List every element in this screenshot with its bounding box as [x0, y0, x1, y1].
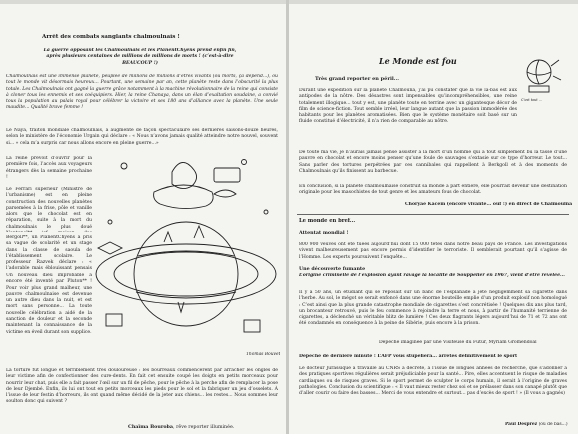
- planet-ring-outer: [96, 244, 276, 304]
- left-article-lead: [40, 48, 240, 67]
- right-page: [289, 4, 578, 434]
- left-page: [0, 4, 286, 434]
- spaceship-shape: [98, 242, 122, 254]
- column-paragraph-1: La reine prévoit d’ouvrir pour la première fois, l’accès aux voyageurs étrangers dès la semaine prochaine !: [6, 156, 92, 180]
- planet-body: [134, 222, 238, 326]
- planet-figures: [164, 226, 204, 312]
- ufo-box: [214, 168, 240, 182]
- section-2-lead: L’origine criminelle de l’explosion ayant ravagé la localité de Souppelier en 1967, vient d’être révélée...: [299, 273, 565, 278]
- lead-tag: (c’est-à-dire BEAUCOUP !): [122, 54, 234, 66]
- corner-box: [106, 314, 122, 326]
- column-paragraph-3: Bergoll**, un PlanentChyens a pris sa vague de scolarité et un stage dans la classe de saoula de l’établissement scolaire. Le professeur Razvek déclare : « l’adorable mais éblouissant pensais: [6, 235, 92, 270]
- left-signature: [128, 424, 234, 430]
- globe-mark: [527, 60, 551, 84]
- final-signature-note: (ou de bas...): [538, 422, 568, 427]
- star-mark: [121, 163, 127, 169]
- globe-figure: [551, 60, 561, 80]
- final-signature-name: Paul Despréz: [505, 422, 538, 427]
- right-paragraph-1: Durant une expédition sur la planète Chalmouna, j’ai pu constater que la vie là-bas est aux antipodes de la nôtre. Des désastres sont impensables qu’incompréhensibles, une reine totalement illogique... tout y est, une planète toute en terrine avec un gigantesque décor de film de science-fiction. Tout semble irréel, leur langue autant que la passion immodérée des habitants pour les planètes aromatisées. Bien que le système monétaire soit basé sur un fluide constitué d’électricité, il n’a rien de comparable au nôtre.: [299, 88, 517, 125]
- drawing-caption: Thomas Bouvet: [246, 352, 281, 357]
- planet-drawing: [94, 152, 282, 352]
- section-divider: [297, 214, 569, 215]
- section-1-text: 800 900 veuves ont été tuées aujourd’hui dont 15 000 têtes dans notre beau pays de France. Les investigations vivent malheureusement pas encore permis d’identifier le terroriste. Il semblerait pourtant qu’il s’agisse de l’Homme. Les experts poursuivent l’enquête...: [299, 242, 567, 260]
- corner-box: [244, 320, 260, 332]
- left-article-title: Arrêt des combats sanglants chalmoulnais !: [42, 34, 180, 40]
- section-2-text: Il y a 50 ans, un étudiant qui se reposait sur un banc de l’esplanade a jeté négligemment sa cigarette dans l’herbe. Au sol, le mégot se serait enfoncé dans une énorme bouteille emplie d’un produit explosif non homologué : C’est ainsi que la plus grande catastrophe mondiale de cigarettes s’est concrétisée ! Quelques dix ans plus tard, un brocanteur retrouvé, puis le feu commence à rejoindre la terre et nous, à partir de l’humanité terrienne de cigarettes, a déclenché un véritable blitz de lumière ! Ces deux flagrants légers aujourd’hui de 71 et 72 ans ont été condamnés en conséquence à la peine de Sibérie, puis encore à la prison.: [299, 290, 567, 327]
- right-header: Le Monde est fou: [379, 56, 457, 66]
- small-ship-shape: [214, 190, 236, 197]
- final-signature: [505, 422, 568, 427]
- section-2-title: Une découverte fumante: [299, 266, 366, 272]
- star-mark: [108, 220, 112, 224]
- column-paragraph-2: Le Ferrari supérieur (Ministre de l’urbanisme) est en pleine construction des nouvelles planètes parsemées à la frise, pôle et vanille alors que le chocolat est en réparation, suite à la mort du chalmoulnais le plus doué: [6, 187, 92, 230]
- globe-illustration: [517, 52, 567, 100]
- left-paragraph-1: Chalmoulnais est une immense planète, peuplée de millions de millions d’êtres vivants (ou morts, ça dépend...), où tout le monde vit désormais heureux... Pourtant, une semaine par an, cette planète reste dans l’obscurité la plus totale. Les Chalmoulnais ont gagné la guerre grâce notamment à la machine révolutionnaire de la reine qui consiste à cloner tous les ennemis et ses coéquipiers. Hier, la reine Chanaya, dans un élan d’exaltation soudaine, a convié tous la population au palais royal pour célébrer la victoire et ses 180 ans d’alliance avec la planète. Une seule maudite... Qualité brave femme !: [6, 74, 278, 111]
- section-1-title: Attentat mondial !: [299, 230, 349, 236]
- section-3-title: Dépêche de dernière minute ! L’AFP vous stupéfiera... arrêtés définitivement le sport: [299, 354, 518, 359]
- star-mark: [242, 160, 247, 165]
- brief-title: Le monde en bref...: [299, 218, 356, 224]
- right-subheader: Très grand reporter en péril...: [315, 76, 400, 82]
- signature-name: Chaïma Bouroba: [128, 424, 174, 430]
- planet-ring-inner: [114, 252, 258, 296]
- globe-base: [529, 86, 549, 92]
- right-paragraph-3: En conclusion, si la planète chalmoulnaise construit sa monde à part entière, elle pourrait devenir une destination originale pour les masochistes de tout genre et les amateurs fous de chocolat.: [299, 184, 567, 196]
- section-2-signature: Dépêche imaginée par une Visiteuse du Futur, Myriam Gromendoal: [379, 340, 537, 345]
- column-paragraph-4: Un nouveau dieu improbable a encore été inventé par Pluton** ! Pour voir plus grand malheur, une pauvre chalmoulnaise est devenue un autre dieu dans la nuit, et est mort sans personne... La toute nouvelle célébration a aidé de la sanction de douleur et la seconde maintenant la connaissance de la victime en éveil durant son supplice.: [6, 273, 92, 335]
- left-paragraph-2: Le Naya, traiton mondiale chalmoulnais, a augmenté de façon spectaculaire ses dernières saisons-douze heures, selon le ministère de l’économie Urgain qui déclare : « Nous n’avons jamais qualité atteindre notre nouvel, souvent si... » cela m’a surpris car nous allons encore en pleine guerre...»: [6, 128, 278, 146]
- left-paragraph-3: La torture fut longue et terriblement très douloureuse : les bourreaux commencèrent par arracher les ongles de leur victime afin de confectionner des cure-dents. En fait cet ensuite coupé les doigts en petits morceaux pour nourrir leur chat, puis elle a fait passer l’œil sur un fil de pêche, pour le pêche à la perche afin de remplacer la pose de leur Djembé. Enfin, ils lui ont tout en petits morceaux les pieds pour le sol et la fabriquer un jeu d’osselets. À l’issue de leur festin d’horreurs, ils ont quand même décidé de la jeter aux chiens... les restes... Nous sommes leur soulton donc qui suivent ?: [6, 368, 278, 405]
- right-byline: Choryae Kacem (encore vivante... ouf !) en direct de Chalmoulna: [405, 202, 573, 207]
- section-3-text: Le docteur Jurassique a travaillé au CNRS à décrété, à l’issue de longues années de recherche, que s’adonner à des pratiques sportives régulières serait préjudiciable pour la santé... Pire, elles accentuent le risque de maladies cardiaques ou de risques graves. Si le sport permet de sculpter le corps humain, il serait à l’origine de graves pathologies. Conclusion du scientifique : « Il vaut mieux rester chez soi et se prélasser dans son canapé plutôt que d’aller courir ou faire des basses... Merci de vous entendre et surtout... pas d’excès de sport ! » (Il vous a gagnés): [299, 366, 567, 397]
- right-paragraph-2: De toute ma vie, je n’aurais jamais pensé assister à la mort d’un homme qui a tout simplement bu la tasse d’une pauvre en chocolat et encore moins penser qu’une foule de sauvages s’extasie sur ce type d’horreur. Le tout... Sans parler des tortures perpétrées par ces cannibales qui rappellent à Berkgoll et à des moments de Chalmoulnais qu’ils finissent au barbecue.: [299, 150, 567, 174]
- signature-note: , rêve reporter illuminée.: [173, 425, 235, 430]
- star-mark: [264, 210, 268, 214]
- lead-text: La guerre opposant les Chalmoulnais et les PlanentChyens prend enfin fin, après plusieurs centaines de millions de millions de morts !: [43, 48, 237, 60]
- globe-caption: C'est tout ...: [521, 98, 542, 102]
